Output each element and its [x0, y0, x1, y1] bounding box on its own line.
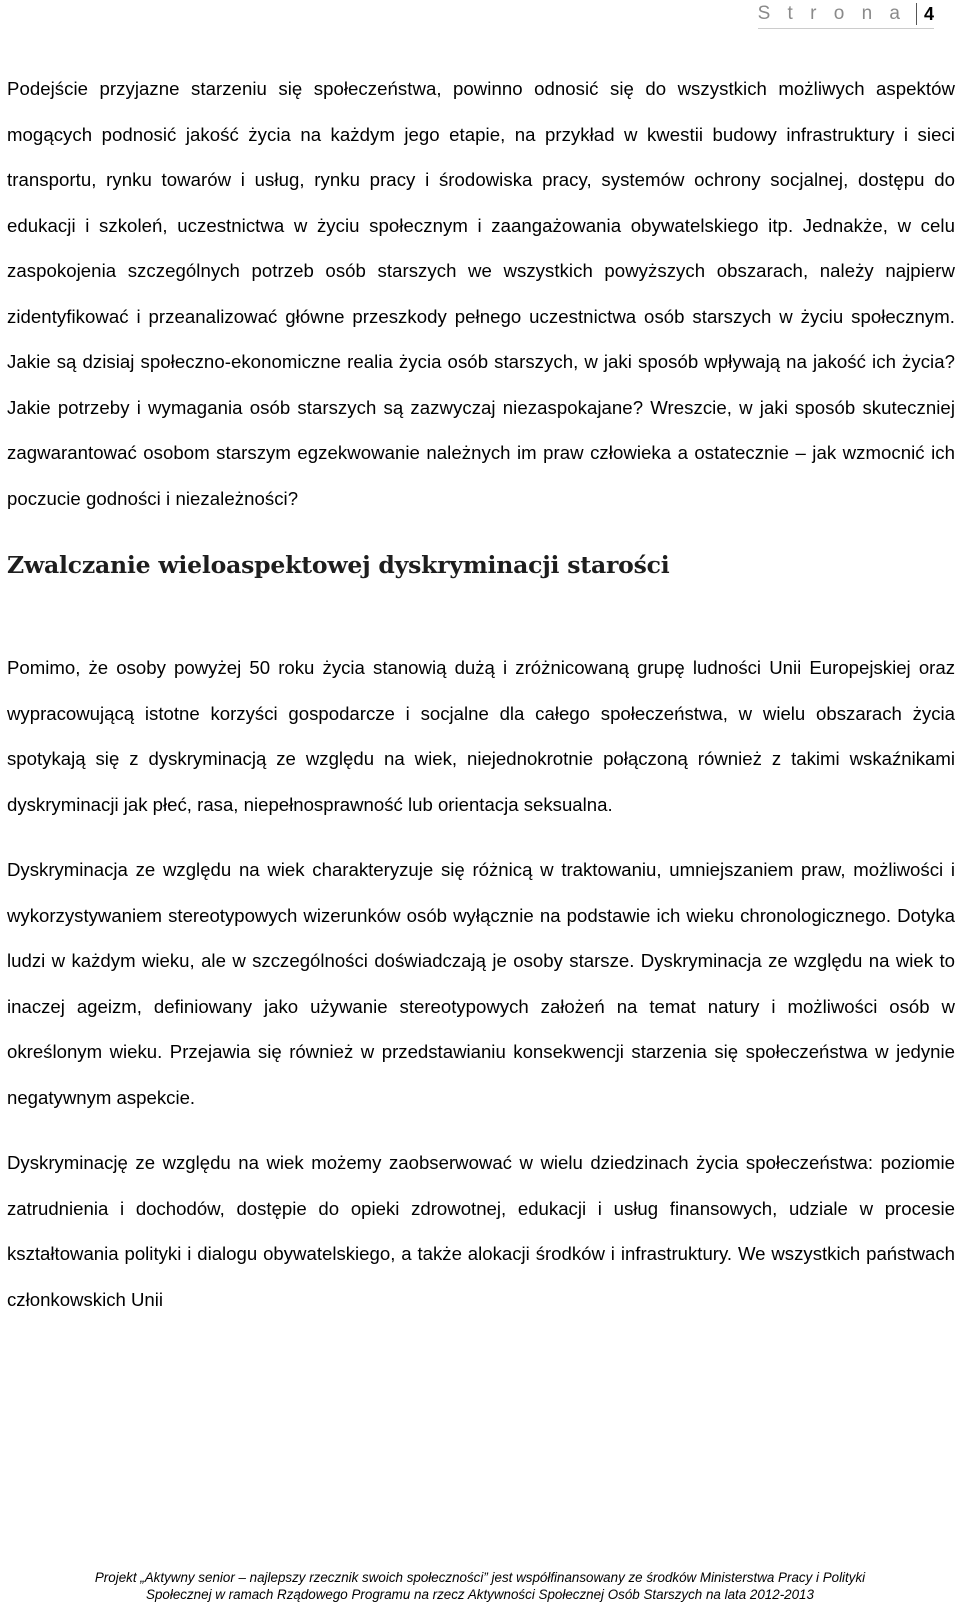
footer-line-2: Społecznej w ramach Rządowego Programu na rzecz Aktywności Społecznej Osób Starszych na lata 2012-2013: [146, 1587, 814, 1602]
header-divider: [916, 3, 917, 25]
section-paragraph-1: Pomimo, że osoby powyżej 50 roku życia stanowią dużą i zróżnicowaną grupę ludności Unii Europejskiej oraz wypracowującą istotne korzyści gospodarcze i socjalne dla całego społeczeństwa, w wielu obszarach życia spotykają się z dyskryminacją ze względu na wiek, niejednokrotnie połączoną również z takimi wskaźnikami dyskryminacji jak płeć, rasa, niepełnosprawność lub orientacja seksualna.: [7, 657, 955, 815]
page-footer: [0, 1569, 960, 1603]
section-paragraph-2: Dyskryminacja ze względu na wiek charakteryzuje się różnicą w traktowaniu, umniejszaniem praw, możliwości i wykorzystywaniem stereotypowych wizerunków osób wyłącznie na podstawie ich wieku chronologicznego. Dotyka ludzi w każdym wieku, ale w szczególności doświadczają je osoby starsze. Dyskryminacja ze względu na wiek to inaczej ageizm, definiowany jako używanie stereotypowych założeń na temat natury i możliwości osób w określonym wieku. Przejawia się również w przedstawianiu konsekwencji starzenia się społeczeństwa w jedynie negatywnym aspekcie.: [7, 859, 955, 1108]
section-heading: Zwalczanie wieloaspektowej dyskryminacji starości: [7, 551, 670, 579]
spacer: [7, 827, 955, 847]
document-body: [7, 66, 955, 1322]
spacer: [7, 1120, 955, 1140]
page-number: 4: [923, 3, 934, 24]
spacer: [7, 589, 955, 645]
footer-line-1: Projekt „Aktywny senior – najlepszy rzecznik swoich społeczności” jest współfinansowany ze środków Ministerstwa Pracy i Polityki: [94, 1570, 866, 1585]
intro-paragraph: Podejście przyjazne starzeniu się społeczeństwa, powinno odnosić się do wszystkich możliwych aspektów mogących podnosić jakość życia na każdym jego etapie, na przykład w kwestii budowy infrastruktury i sieci transportu, rynku towarów i usług, rynku pracy i środowiska pracy, systemów ochrony socjalnej, dostępu do edukacji i szkoleń, uczestnictwa w życiu społecznym i zaangażowania obywatelskiego itp. Jednakże, w celu zaspokojenia szczególnych potrzeb osób starszych we wszystkich powyższych obszarach, należy najpierw zidentyfikować i przeanalizować główne przeszkody pełnego uczestnictwa osób starszych w życiu społecznym. Jakie są dzisiaj społeczno-ekonomiczne realia życia osób starszych, w jaki sposób wpływają na jakość ich życia? Jakie potrzeby i wymagania osób starszych są zazwyczaj niezaspokajane? Wreszcie, w jaki sposób skuteczniej zagwarantować osobom starszym egzekwowanie należnych im praw człowieka a ostatecznie – jak wzmocnić ich poczucie godności i niezależności?: [7, 78, 955, 509]
page-label: S t r o n a: [757, 3, 906, 24]
section-paragraph-3: Dyskryminację ze względu na wiek możemy zaobserwować w wielu dziedzinach życia społeczeństwa: poziomie zatrudnienia i dochodów, dostępie do opieki zdrowotnej, edukacji i usług finansowych, udziale w procesie kształtowania polityki i dialogu obywatelskiego, a także alokacji środków i infrastruktury. We wszystkich państwach członkowskich Unii: [7, 1152, 955, 1310]
page-header: [758, 0, 934, 29]
